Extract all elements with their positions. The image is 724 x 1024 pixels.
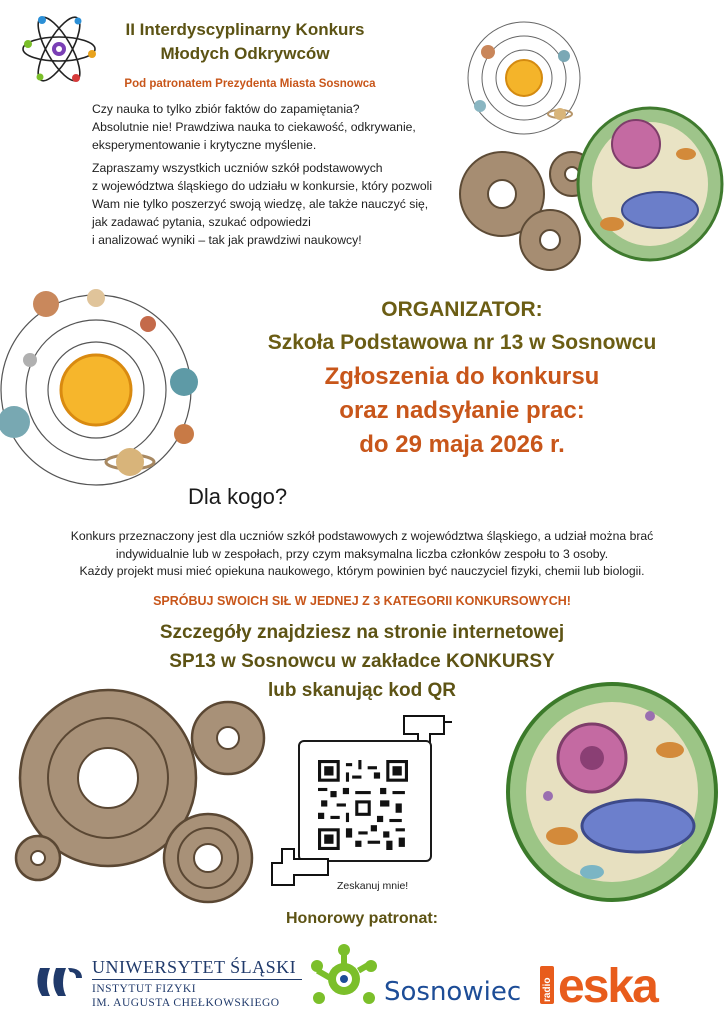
details-text: Szczegóły znajdziesz na stronie internetowej SP13 w Sosnowcu w zakładce KONKURSY lub skanując kod QR <box>159 622 565 701</box>
cell-illustration <box>500 676 724 908</box>
contest-title: II Interdyscyplinarny Konkurs Młodych Odkrywców <box>125 20 365 63</box>
radio-eska-logo <box>540 962 690 1008</box>
qr-code-icon[interactable] <box>318 760 408 850</box>
scan-caption: Zeskanuj mnie! <box>337 880 409 892</box>
atom-logo-icon <box>20 14 98 84</box>
radio-name: eska <box>558 962 657 1008</box>
audience-heading: Dla kogo? <box>188 484 288 509</box>
gears-illustration <box>8 668 278 910</box>
organizer-block: ORGANIZATOR: Szkoła Podstawowa nr 13 w Sosnowcu Zgłoszenia do konkursu oraz nadsyłanie prac: do 29 maja 2026 r. <box>267 298 657 458</box>
honorary-patronage-heading: Honorowy patronat: <box>286 910 438 927</box>
university-institute: INSTYTUT FIZYKI IM. AUGUSTA CHEŁKOWSKIEGO <box>92 983 280 1009</box>
intro-text: Czy nauka to tylko zbiór faktów do zapamiętania? Absolutnie nie! Prawdziwa nauka to ciekawość, odkrywanie, eksperymentowanie i krytyczne myślenie. Zapraszamy wszystkich uczniów szkół podstawowych z województwa śląskiego do udziału w konkursie, który pozwoli Wam nie tylko poszerzyć swoją wiedzę, ale także nauczyć się, jak zadawać pytania, szukać odpowiedzi i analizować wyniki – tak jak prawdziwi naukowcy! <box>92 102 433 247</box>
categories-call: SPRÓBUJ SWOICH SIŁ W JEDNEJ Z 3 KATEGORII KONKURSOWYCH! <box>153 594 571 608</box>
radio-label: radio <box>542 977 553 1002</box>
science-illustration-top <box>440 14 724 282</box>
pointing-hand-left-icon <box>268 845 332 895</box>
sosnowiec-logo-icon <box>305 944 383 1014</box>
university-name: UNIWERSYTET ŚLĄSKI <box>92 957 297 977</box>
audience-text: Konkurs przeznaczony jest dla uczniów szkół podstawowych z województwa śląskiego, a udział można brać indywidualnie lub w zespołach, przy czym maksymalna liczba członków zespołu to 3 osoby. Każdy projekt musi mieć opiekuna naukowego, którym powinien być nauczyciel fizyki, chemii lub biologii. <box>70 529 654 578</box>
city-name: Sosnowiec <box>384 977 522 1007</box>
university-divider <box>92 979 302 980</box>
patronage-line: Pod patronatem Prezydenta Miasta Sosnowca <box>124 78 376 90</box>
solar-system-illustration <box>0 282 205 494</box>
university-logo-icon <box>30 962 86 1002</box>
